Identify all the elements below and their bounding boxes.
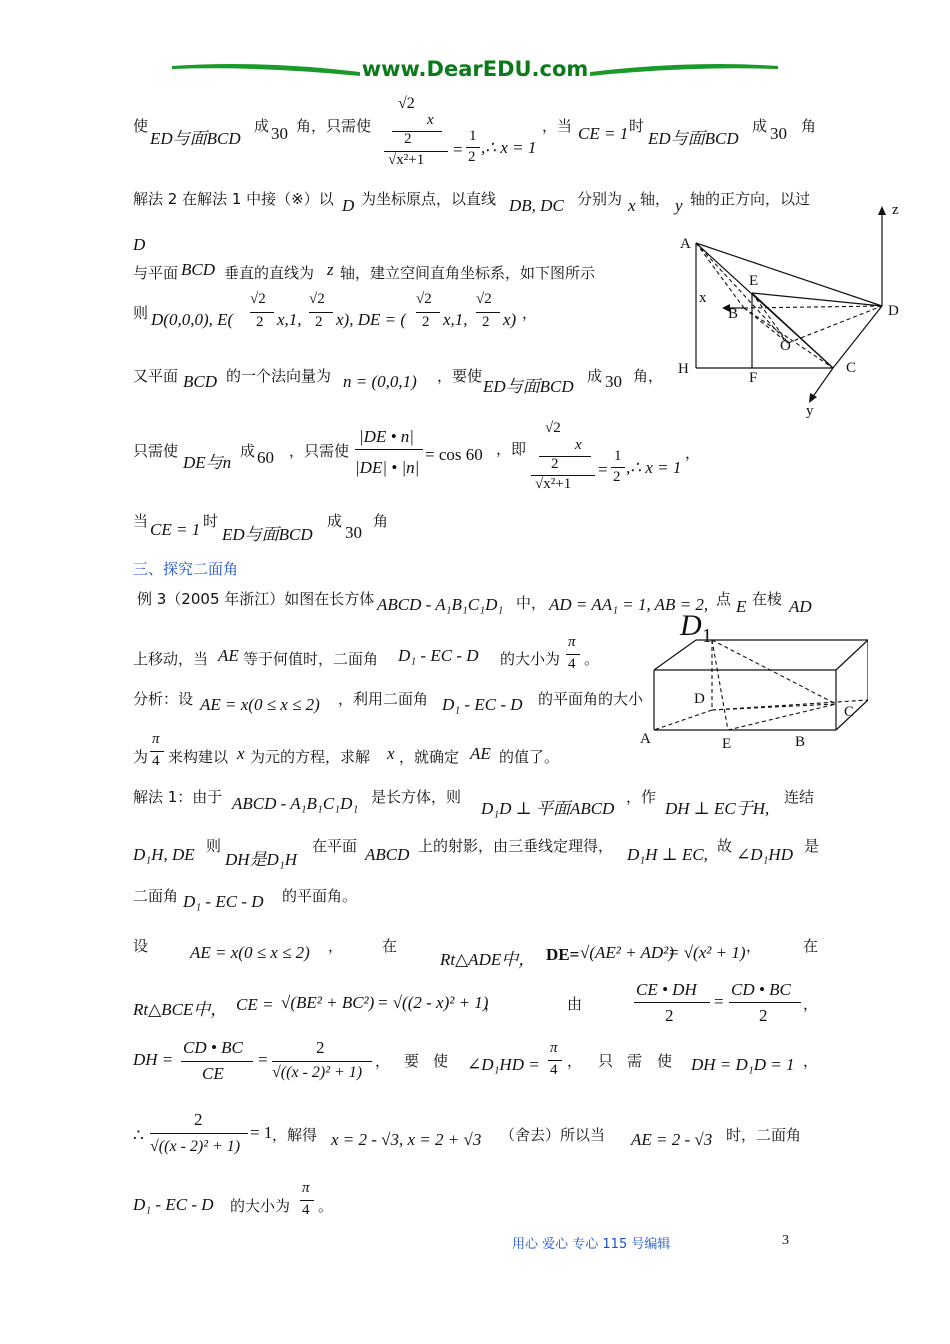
text: ，: [685, 444, 701, 462]
math: D₁H, DE: [133, 845, 195, 864]
text: 在: [382, 937, 398, 955]
text: 需: [627, 1052, 643, 1070]
math: ED与面BCD: [483, 377, 574, 396]
math: π: [568, 634, 576, 650]
math: E: [736, 597, 747, 616]
text: 在棱: [752, 590, 783, 608]
text: 中，: [516, 594, 547, 612]
math: Rt△ADE中，: [440, 950, 536, 969]
label-x: x: [699, 290, 707, 306]
label-z: z: [892, 202, 899, 218]
math: ED与面BCD: [150, 129, 241, 148]
math: x): [503, 310, 517, 329]
text: 成: [327, 512, 343, 530]
math: ∠D₁HD =: [467, 1055, 540, 1074]
math: √2: [398, 95, 415, 112]
math: Rt△BCE中，: [133, 1000, 228, 1019]
math: 2: [315, 314, 323, 330]
math: ABCD: [365, 845, 410, 864]
math: 4: [550, 1062, 558, 1078]
label-D1-sub: 1: [702, 625, 712, 647]
math: = √((2 - x)² + 1): [377, 993, 489, 1012]
text: 的值了。: [499, 748, 560, 766]
label-E: E: [722, 736, 732, 752]
text: ，: [746, 937, 762, 955]
text: ，作: [626, 788, 657, 806]
text: 点: [716, 590, 732, 608]
math: DH是D₁H: [225, 850, 298, 869]
math: D: [133, 235, 146, 254]
text: 。: [584, 650, 600, 668]
math: BCD: [183, 372, 217, 391]
math: √((x - 2)² + 1): [150, 1138, 241, 1155]
math: n = (0,0,1): [343, 372, 417, 391]
text: 角: [373, 512, 389, 530]
math: D₁ - EC - D: [398, 646, 479, 665]
math: AE: [470, 744, 491, 763]
header-site-name[interactable]: www.DearEDU.com: [361, 57, 589, 81]
math: 2: [665, 1006, 674, 1025]
math: |DE • n|: [359, 427, 414, 446]
text: 使: [657, 1052, 673, 1070]
math: 2: [759, 1006, 768, 1025]
text: 是长方体，则: [371, 788, 462, 806]
math: 30: [271, 124, 288, 143]
math: AD: [789, 597, 812, 616]
figure-cuboid: [636, 608, 868, 756]
math: AE = 2 - √3: [631, 1130, 713, 1149]
text: 的大小为: [230, 1197, 291, 1215]
math: AE = x(0 ≤ x ≤ 2): [200, 695, 320, 714]
math: =: [453, 140, 463, 159]
label-F: F: [749, 370, 758, 386]
text: 由: [567, 995, 583, 1013]
math: x: [237, 744, 245, 763]
text: ，就确定: [399, 748, 460, 766]
text: 的平面角。: [282, 887, 358, 905]
text: 轴，建立空间直角坐标系，如下图所示: [340, 264, 596, 282]
math: π: [152, 731, 160, 747]
math: DH ⊥ EC于H,: [665, 799, 770, 818]
math: DH = D₁D = 1: [691, 1055, 795, 1074]
math: = √(x² + 1): [668, 943, 746, 962]
text: 二面角: [133, 887, 179, 905]
math: ABCD - A₁B₁C₁D₁: [232, 794, 359, 813]
math: √((x - 2)² + 1): [272, 1064, 363, 1081]
math: =: [258, 1050, 268, 1069]
math: √2: [476, 291, 492, 307]
label-A: A: [680, 236, 691, 252]
text: 解法 1：由于: [133, 788, 223, 806]
text: 解法 2 在解法 1 中接（※）以: [133, 190, 334, 208]
math: x = 2 - √3, x = 2 + √3: [331, 1130, 482, 1149]
math: √2: [545, 420, 561, 436]
math: CD • BC: [183, 1038, 243, 1057]
text: 。: [318, 1197, 334, 1215]
text: （舍去）所以当: [500, 1126, 606, 1144]
text: 成: [240, 442, 256, 460]
math: D₁H ⊥ EC,: [627, 845, 708, 864]
text: 是: [804, 837, 820, 855]
label-y: y: [806, 403, 814, 419]
math: z: [327, 260, 334, 279]
text: 要: [404, 1052, 420, 1070]
math: DH =: [133, 1050, 174, 1069]
text: 只需使: [133, 442, 179, 460]
text: ，: [567, 1052, 583, 1070]
text: 轴的正方向，以过: [690, 190, 811, 208]
text: ，利用二面角: [338, 690, 429, 708]
text: 与平面: [133, 264, 179, 282]
text: 在平面: [312, 837, 358, 855]
math: 2: [422, 314, 430, 330]
text: 成: [254, 117, 270, 135]
text: 使: [433, 1052, 449, 1070]
text: 则: [206, 837, 222, 855]
text: 使: [133, 117, 149, 135]
math: 2: [316, 1038, 325, 1057]
math: 2: [468, 149, 476, 165]
math: D₁D ⊥ 平面ABCD: [481, 799, 615, 818]
math: ED与面BCD: [648, 129, 739, 148]
text: ，: [522, 304, 538, 322]
math: DE与n: [183, 453, 232, 472]
math: 30: [770, 124, 787, 143]
math: AE = x(0 ≤ x ≤ 2): [190, 943, 310, 962]
text: 又平面: [133, 367, 179, 385]
text: 角，: [633, 367, 664, 385]
math: 4: [152, 753, 160, 769]
label-D1: D: [680, 609, 702, 642]
text: ，要使: [437, 367, 483, 385]
math: π: [302, 1180, 310, 1196]
math: AD = AA₁ = 1, AB = 2,: [549, 595, 709, 614]
text: ，解得: [272, 1126, 318, 1144]
math: CE = 1: [150, 520, 201, 539]
section-heading: 三、探究二面角: [133, 560, 239, 578]
text: ，当: [542, 117, 573, 135]
label-B: B: [795, 734, 806, 750]
math: 60: [257, 448, 274, 467]
math: =: [714, 992, 724, 1011]
math: CD • BC: [731, 980, 791, 999]
text: 故: [717, 837, 733, 855]
math: CE = 1: [578, 124, 629, 143]
text: 时: [629, 117, 645, 135]
label-C: C: [844, 704, 855, 720]
label-D: D: [888, 303, 899, 319]
figure-coordinate-diagram: [670, 198, 920, 428]
math: |DE| • |n|: [355, 458, 420, 477]
math: ,∴ x = 1: [626, 458, 682, 477]
text: 轴，: [640, 190, 671, 208]
math: x: [387, 744, 395, 763]
math: = cos 60: [425, 445, 483, 464]
label-A: A: [640, 731, 651, 747]
label-O: O: [780, 338, 791, 354]
text: 设: [133, 937, 149, 955]
math: D(0,0,0), E(: [151, 310, 234, 329]
text: 时: [203, 512, 219, 530]
math: ∠D₁HD: [736, 845, 793, 864]
text: 分别为: [577, 190, 623, 208]
math: CE • DH: [636, 980, 697, 999]
math: 4: [568, 656, 576, 672]
label-C: C: [846, 360, 857, 376]
text: 在: [803, 937, 819, 955]
text: 时，二面角: [726, 1126, 802, 1144]
text: 角，只需使: [296, 117, 372, 135]
label-H: H: [678, 361, 689, 377]
text: 上移动，当: [133, 650, 209, 668]
math: CE =: [236, 995, 274, 1014]
math: √2: [250, 291, 266, 307]
math: 1: [614, 448, 622, 464]
math: x,1,: [277, 310, 302, 329]
math: D: [342, 196, 355, 215]
math: DE=: [546, 945, 580, 964]
text: ，: [375, 1052, 391, 1070]
math: 30: [345, 523, 362, 542]
math: D₁ - EC - D: [442, 695, 523, 714]
math: y: [675, 196, 683, 215]
text: 的平面角的大小: [538, 690, 644, 708]
math: √2: [309, 291, 325, 307]
page-number: 3: [782, 1233, 789, 1248]
text: 例 3（2005 年浙江）如图在长方体: [137, 590, 375, 608]
math: √(BE² + BC²): [281, 993, 375, 1012]
text: ，: [803, 1052, 819, 1070]
math: √x²+1: [535, 476, 572, 492]
math: =: [598, 460, 608, 479]
text: 只: [598, 1052, 614, 1070]
math: 2: [613, 469, 621, 485]
math: π: [550, 1040, 558, 1056]
text: 为: [133, 748, 149, 766]
math: x: [628, 196, 636, 215]
text: 等于何值时，二面角: [243, 650, 379, 668]
math: √x²+1: [388, 152, 425, 168]
math: 2: [551, 456, 559, 472]
text: 当: [133, 512, 149, 530]
text: ，: [328, 937, 344, 955]
math: x), DE = (: [336, 310, 407, 329]
text: 角: [801, 117, 817, 135]
math: 2: [404, 131, 412, 147]
math: ABCD - A₁B₁C₁D₁: [377, 595, 504, 614]
math: D₁ - EC - D: [183, 892, 264, 911]
text: ，只需使: [289, 442, 350, 460]
text: 为坐标原点，以直线: [361, 190, 497, 208]
math: 2: [256, 314, 264, 330]
label-E: E: [749, 273, 759, 289]
text: ，: [484, 995, 500, 1013]
math: 2: [194, 1110, 203, 1129]
math: CE: [202, 1064, 224, 1083]
text: 成: [752, 117, 768, 135]
text: 上的射影，由三垂线定理得，: [418, 837, 614, 855]
text: ，: [803, 995, 819, 1013]
text: 则: [133, 304, 149, 322]
text: 的大小为: [500, 650, 561, 668]
math: = 1: [250, 1123, 273, 1142]
math: x: [575, 437, 582, 453]
text: 来构建以: [168, 748, 229, 766]
math: DB, DC: [509, 196, 564, 215]
page-header: [170, 56, 780, 90]
math: 2: [482, 314, 490, 330]
label-D: D: [694, 691, 705, 707]
text: 垂直的直线为: [224, 264, 315, 282]
text: 分析：设: [133, 690, 194, 708]
math: ED与面BCD: [222, 525, 313, 544]
math: 30: [605, 372, 622, 391]
text: 的一个法向量为: [226, 367, 332, 385]
math: ∴: [133, 1126, 144, 1145]
math: √(AE² + AD²): [580, 943, 674, 962]
text: 为元的方程，求解: [250, 748, 371, 766]
math: x: [427, 112, 434, 128]
math: 1: [469, 128, 477, 144]
math: √2: [416, 291, 432, 307]
math: ,∴ x = 1: [481, 138, 537, 157]
math: BCD: [181, 260, 215, 279]
math: x,1,: [443, 310, 468, 329]
math: D₁ - EC - D: [133, 1195, 214, 1214]
text: 连结: [784, 788, 815, 806]
math: AE: [218, 646, 239, 665]
text: 成: [587, 367, 603, 385]
label-B: B: [728, 306, 739, 322]
footer-note: 用心 爱心 专心 115 号编辑: [512, 1237, 671, 1252]
text: ，即: [496, 440, 527, 458]
math: 4: [302, 1202, 310, 1218]
